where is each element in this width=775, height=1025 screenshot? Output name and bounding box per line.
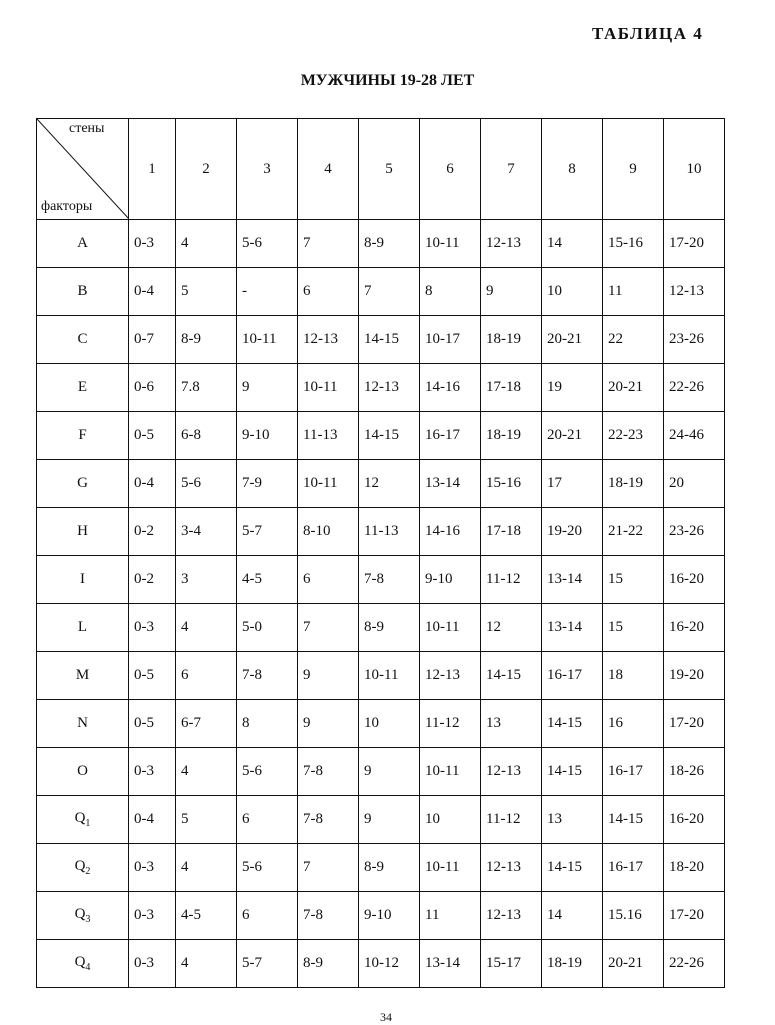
value-cell: 9: [359, 796, 420, 844]
value-cell: 7-8: [298, 796, 359, 844]
value-cell: 3-4: [176, 508, 237, 556]
value-cell: 0-5: [129, 652, 176, 700]
value-cell: 22-23: [603, 412, 664, 460]
value-cell: 20-21: [542, 412, 603, 460]
factor-cell: [37, 460, 129, 508]
value-cell: 12-13: [481, 892, 542, 940]
value-cell: 11-13: [359, 508, 420, 556]
value-cell: 9-10: [237, 412, 298, 460]
factor-label: A: [77, 235, 88, 251]
column-header-10: 10: [664, 119, 725, 220]
value-cell: 16-17: [542, 652, 603, 700]
value-cell: 6: [237, 892, 298, 940]
factor-cell: [37, 316, 129, 364]
value-cell: 9: [359, 748, 420, 796]
value-cell: 8: [420, 268, 481, 316]
value-cell: 4: [176, 748, 237, 796]
table-row: [37, 220, 725, 268]
value-cell: 20-21: [603, 940, 664, 988]
table-row: [37, 700, 725, 748]
value-cell: 17-18: [481, 364, 542, 412]
value-cell: 15: [603, 604, 664, 652]
value-cell: 10-11: [420, 748, 481, 796]
value-cell: 17-18: [481, 508, 542, 556]
factor-label: O: [77, 763, 88, 779]
value-cell: 11: [420, 892, 481, 940]
table-row: [37, 268, 725, 316]
value-cell: 18: [603, 652, 664, 700]
value-cell: 14-16: [420, 364, 481, 412]
value-cell: 4: [176, 220, 237, 268]
factor-cell: [37, 844, 129, 892]
value-cell: 6: [298, 268, 359, 316]
value-cell: 12-13: [298, 316, 359, 364]
value-cell: 12: [481, 604, 542, 652]
table-row: [37, 844, 725, 892]
value-cell: 16-20: [664, 796, 725, 844]
value-cell: 12-13: [481, 844, 542, 892]
factor-label: Q: [74, 810, 86, 826]
value-cell: 0-5: [129, 412, 176, 460]
table-row: [37, 412, 725, 460]
value-cell: 0-2: [129, 508, 176, 556]
value-cell: 9: [237, 364, 298, 412]
factor-label: Q: [74, 858, 86, 874]
value-cell: 22-26: [664, 940, 725, 988]
table-row: [37, 796, 725, 844]
value-cell: 10-12: [359, 940, 420, 988]
value-cell: 17-20: [664, 220, 725, 268]
value-cell: 8-10: [298, 508, 359, 556]
value-cell: 20-21: [542, 316, 603, 364]
value-cell: 15-16: [603, 220, 664, 268]
value-cell: 13-14: [420, 460, 481, 508]
value-cell: 8-9: [359, 844, 420, 892]
value-cell: 15: [603, 556, 664, 604]
factor-cell: [37, 940, 129, 988]
value-cell: 4-5: [176, 892, 237, 940]
value-cell: 8-9: [298, 940, 359, 988]
value-cell: 17-20: [664, 892, 725, 940]
value-cell: 0-4: [129, 796, 176, 844]
value-cell: 9-10: [359, 892, 420, 940]
value-cell: 5-7: [237, 940, 298, 988]
value-cell: 12-13: [481, 748, 542, 796]
value-cell: 6: [298, 556, 359, 604]
value-cell: 10: [359, 700, 420, 748]
column-header-2: 2: [176, 119, 237, 220]
value-cell: 14-15: [481, 652, 542, 700]
factor-cell: [37, 508, 129, 556]
value-cell: 13-14: [420, 940, 481, 988]
factor-label: I: [80, 571, 85, 587]
value-cell: 5-6: [237, 844, 298, 892]
factor-cell: [37, 652, 129, 700]
value-cell: 7: [298, 220, 359, 268]
value-cell: 6-8: [176, 412, 237, 460]
table-label: ТАБЛИЦА 4: [592, 24, 704, 43]
norms-table: [36, 118, 725, 988]
factor-label: B: [77, 283, 88, 299]
factor-label: N: [77, 715, 88, 731]
value-cell: 0-3: [129, 748, 176, 796]
column-header-3: 3: [237, 119, 298, 220]
value-cell: 16-17: [420, 412, 481, 460]
value-cell: 19-20: [542, 508, 603, 556]
column-header-6: 6: [420, 119, 481, 220]
value-cell: 4: [176, 604, 237, 652]
factor-cell: [37, 268, 129, 316]
value-cell: 14-15: [359, 412, 420, 460]
value-cell: 10-11: [298, 364, 359, 412]
value-cell: 20-21: [603, 364, 664, 412]
column-header-1: 1: [129, 119, 176, 220]
value-cell: 14: [542, 892, 603, 940]
table-row: [37, 940, 725, 988]
value-cell: 4: [176, 940, 237, 988]
factor-cell: [37, 412, 129, 460]
value-cell: 5-6: [237, 220, 298, 268]
factor-cell: [37, 556, 129, 604]
value-cell: -: [237, 268, 298, 316]
page-title: МУЖЧИНЫ 19-28 ЛЕТ: [300, 72, 475, 89]
header-row: [37, 119, 725, 220]
value-cell: 7-8: [298, 748, 359, 796]
table-row: [37, 604, 725, 652]
value-cell: 19-20: [664, 652, 725, 700]
corner-cell: [37, 119, 129, 220]
value-cell: 7-8: [298, 892, 359, 940]
value-cell: 14-16: [420, 508, 481, 556]
value-cell: 7.8: [176, 364, 237, 412]
value-cell: 6: [176, 652, 237, 700]
value-cell: 10-11: [298, 460, 359, 508]
value-cell: 16-20: [664, 556, 725, 604]
table-row: [37, 652, 725, 700]
value-cell: 5-6: [237, 748, 298, 796]
value-cell: 13: [542, 796, 603, 844]
value-cell: 14-15: [603, 796, 664, 844]
factor-subscript: 2: [85, 866, 91, 877]
value-cell: 10-11: [420, 844, 481, 892]
table-row: [37, 460, 725, 508]
value-cell: 8-9: [359, 604, 420, 652]
value-cell: 3: [176, 556, 237, 604]
value-cell: 10: [542, 268, 603, 316]
value-cell: 7: [298, 844, 359, 892]
factor-cell: [37, 796, 129, 844]
value-cell: 22-26: [664, 364, 725, 412]
value-cell: 13-14: [542, 556, 603, 604]
value-cell: 18-26: [664, 748, 725, 796]
value-cell: 7-8: [237, 652, 298, 700]
value-cell: 11-13: [298, 412, 359, 460]
value-cell: 4: [176, 844, 237, 892]
column-header-8: 8: [542, 119, 603, 220]
value-cell: 11-12: [420, 700, 481, 748]
factor-cell: [37, 892, 129, 940]
table-row: [37, 364, 725, 412]
value-cell: 0-6: [129, 364, 176, 412]
table-row: [37, 316, 725, 364]
value-cell: 5-7: [237, 508, 298, 556]
value-cell: 23-26: [664, 316, 725, 364]
table-row: [37, 892, 725, 940]
value-cell: 14-15: [542, 700, 603, 748]
value-cell: 9: [298, 700, 359, 748]
factor-cell: [37, 220, 129, 268]
factor-label: G: [77, 475, 88, 491]
value-cell: 7-9: [237, 460, 298, 508]
value-cell: 7-8: [359, 556, 420, 604]
value-cell: 6: [237, 796, 298, 844]
factor-label: Q: [74, 906, 86, 922]
value-cell: 18-19: [481, 316, 542, 364]
value-cell: 16-17: [603, 844, 664, 892]
value-cell: 15-16: [481, 460, 542, 508]
value-cell: 10-11: [420, 604, 481, 652]
value-cell: 7: [298, 604, 359, 652]
value-cell: 11: [603, 268, 664, 316]
factor-label: H: [77, 523, 88, 539]
value-cell: 22: [603, 316, 664, 364]
value-cell: 0-7: [129, 316, 176, 364]
page-number: 34: [380, 1010, 392, 1024]
value-cell: 10-11: [420, 220, 481, 268]
value-cell: 20: [664, 460, 725, 508]
value-cell: 10-11: [237, 316, 298, 364]
value-cell: 5: [176, 796, 237, 844]
value-cell: 12: [359, 460, 420, 508]
value-cell: 0-3: [129, 940, 176, 988]
value-cell: 0-3: [129, 604, 176, 652]
value-cell: 18-19: [542, 940, 603, 988]
factor-label: C: [77, 331, 88, 347]
value-cell: 5-6: [176, 460, 237, 508]
value-cell: 23-26: [664, 508, 725, 556]
column-header-9: 9: [603, 119, 664, 220]
value-cell: 0-3: [129, 220, 176, 268]
value-cell: 5-0: [237, 604, 298, 652]
value-cell: 16-17: [603, 748, 664, 796]
value-cell: 16-20: [664, 604, 725, 652]
value-cell: 7: [359, 268, 420, 316]
value-cell: 14: [542, 220, 603, 268]
value-cell: 14-15: [359, 316, 420, 364]
table-row: [37, 748, 725, 796]
value-cell: 8-9: [176, 316, 237, 364]
factor-label: M: [75, 667, 90, 683]
column-header-4: 4: [298, 119, 359, 220]
value-cell: 10-11: [359, 652, 420, 700]
value-cell: 10-17: [420, 316, 481, 364]
value-cell: 0-5: [129, 700, 176, 748]
value-cell: 12-13: [481, 220, 542, 268]
value-cell: 12-13: [664, 268, 725, 316]
value-cell: 19: [542, 364, 603, 412]
value-cell: 17-20: [664, 700, 725, 748]
value-cell: 14-15: [542, 748, 603, 796]
value-cell: 0-2: [129, 556, 176, 604]
factor-label: L: [77, 619, 88, 635]
value-cell: 0-4: [129, 268, 176, 316]
value-cell: 9: [298, 652, 359, 700]
value-cell: 12-13: [359, 364, 420, 412]
value-cell: 13-14: [542, 604, 603, 652]
value-cell: 18-20: [664, 844, 725, 892]
value-cell: 6-7: [176, 700, 237, 748]
corner-top-label: стены: [69, 121, 105, 136]
value-cell: 16: [603, 700, 664, 748]
value-cell: 13: [481, 700, 542, 748]
factor-cell: [37, 364, 129, 412]
corner-bottom-label: факторы: [41, 199, 93, 214]
value-cell: 17: [542, 460, 603, 508]
factor-label: Q: [74, 954, 86, 970]
factor-cell: [37, 604, 129, 652]
value-cell: 8-9: [359, 220, 420, 268]
value-cell: 0-4: [129, 460, 176, 508]
value-cell: 18-19: [481, 412, 542, 460]
factor-subscript: 4: [85, 962, 91, 973]
value-cell: 15-17: [481, 940, 542, 988]
value-cell: 5: [176, 268, 237, 316]
factor-cell: [37, 748, 129, 796]
column-header-5: 5: [359, 119, 420, 220]
table-row: [37, 556, 725, 604]
value-cell: 9: [481, 268, 542, 316]
value-cell: 18-19: [603, 460, 664, 508]
value-cell: 10: [420, 796, 481, 844]
factor-cell: [37, 700, 129, 748]
factor-label: F: [78, 427, 87, 443]
value-cell: 14-15: [542, 844, 603, 892]
value-cell: 15.16: [603, 892, 664, 940]
value-cell: 24-46: [664, 412, 725, 460]
value-cell: 0-3: [129, 892, 176, 940]
value-cell: 11-12: [481, 796, 542, 844]
factor-subscript: 1: [85, 818, 91, 829]
value-cell: 8: [237, 700, 298, 748]
factor-subscript: 3: [85, 914, 91, 925]
value-cell: 12-13: [420, 652, 481, 700]
value-cell: 4-5: [237, 556, 298, 604]
table-row: [37, 508, 725, 556]
factor-label: E: [77, 379, 88, 395]
value-cell: 0-3: [129, 844, 176, 892]
value-cell: 11-12: [481, 556, 542, 604]
column-header-7: 7: [481, 119, 542, 220]
value-cell: 9-10: [420, 556, 481, 604]
value-cell: 21-22: [603, 508, 664, 556]
